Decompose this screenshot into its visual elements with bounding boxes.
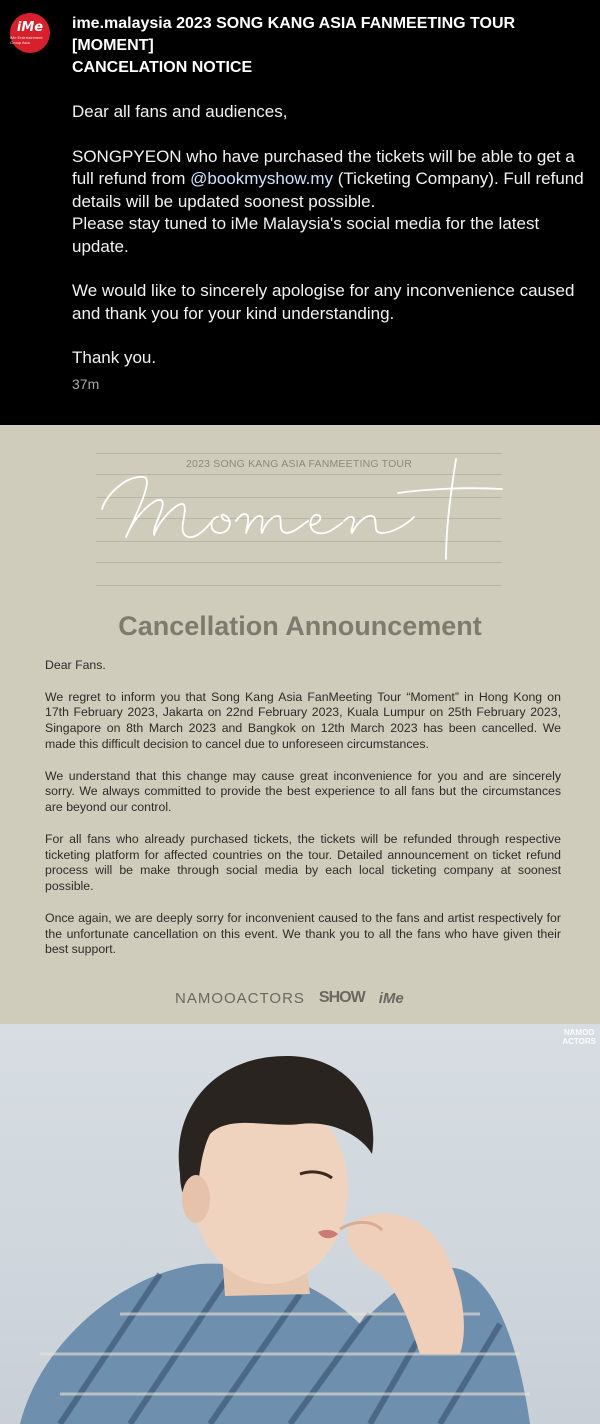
avatar-subtitle: iMe Entertainment Group Asia xyxy=(10,35,43,45)
announcement-paragraph-3: For all fans who already purchased tickets, the tickets will be refunded through respective ticketing platform for affected countries on the tour. Detailed announcement on ticket refund process will be make through social media by each local ticketing company at soonest possible. xyxy=(45,831,561,894)
poster-rule xyxy=(96,585,502,586)
artist-portrait-illustration xyxy=(0,1024,600,1424)
para1-text-b: (Ticketing Company). Full refund details will be updated soonest possible. xyxy=(72,169,584,211)
watermark-line2: ACTORS xyxy=(562,1037,596,1046)
para1-text-a: SONGPYEON who have purchased the tickets will be able to get a full refund from xyxy=(72,146,575,188)
announcement-heading: Cancellation Announcement xyxy=(118,611,482,641)
post-timestamp: 37m xyxy=(72,376,100,392)
show-note-logo: SHOW xyxy=(318,989,365,1006)
post-paragraph-2: We would like to sincerely apologise for any inconvenience caused and thank you for your kind understanding. xyxy=(72,281,575,323)
social-post xyxy=(0,0,600,425)
ime-logo: iMe xyxy=(16,20,44,35)
poster-rule xyxy=(96,453,502,454)
sponsor-logos xyxy=(175,989,404,1007)
account-avatar[interactable] xyxy=(10,13,50,53)
announcement-paragraph-4: Once again, we are deeply sorry for inconvenient caused to the fans and artist respectively for the unfortunate cancellation on this event. We thank you to all the fans who have given their best support. xyxy=(45,910,561,957)
post-greeting: Dear all fans and audiences, xyxy=(72,102,288,121)
namoo-actors-watermark xyxy=(562,1028,596,1046)
announcement-paragraph-1: We regret to inform you that Song Kang Asia FanMeeting Tour “Moment” in Hong Kong on 17th February 2023, Jakarta on 22nd February 2023, Kuala Lumpur on 25th February 2023, Singapore on 8th March 2023 and Bangkok on 12th March 2023 has been cancelled. We made this difficult decision to cancel due to unforeseen circumstances. xyxy=(45,689,561,751)
announcement-paragraph-2: We understand that this change may cause great inconvenience for you and are sincerely sorry. We always committed to provide the best experience to all fans but the circumstances are beyond our control. xyxy=(45,768,561,815)
moment-script-title xyxy=(96,455,506,565)
post-caption xyxy=(72,101,592,392)
artist-photo xyxy=(0,1024,600,1424)
post-closing: Thank you. xyxy=(72,348,157,367)
announcement-body xyxy=(45,658,561,974)
post-header-line3: CANCELATION NOTICE xyxy=(72,59,253,76)
post-paragraph-1 xyxy=(72,146,592,259)
watermark-line1: NAMOO xyxy=(563,1028,595,1037)
post-header-line1: ime.malaysia 2023 SONG KANG ASIA FANMEETING TOUR xyxy=(72,15,516,32)
bookmyshow-mention-link[interactable]: @bookmyshow.my xyxy=(190,169,334,188)
namoo-actors-logo: NAMOOACTORS xyxy=(175,989,305,1007)
announcement-salutation: Dear Fans. xyxy=(45,658,106,672)
poster-tour-title: 2023 SONG KANG ASIA FANMEETING TOUR xyxy=(185,458,412,470)
para1-text-c: Please stay tuned to iMe Malaysia's social media for the latest update. xyxy=(72,214,540,256)
ime-sponsor-logo: iMe xyxy=(378,989,404,1007)
post-header-line2: [MOMENT] xyxy=(72,37,154,54)
post-header xyxy=(72,13,592,79)
